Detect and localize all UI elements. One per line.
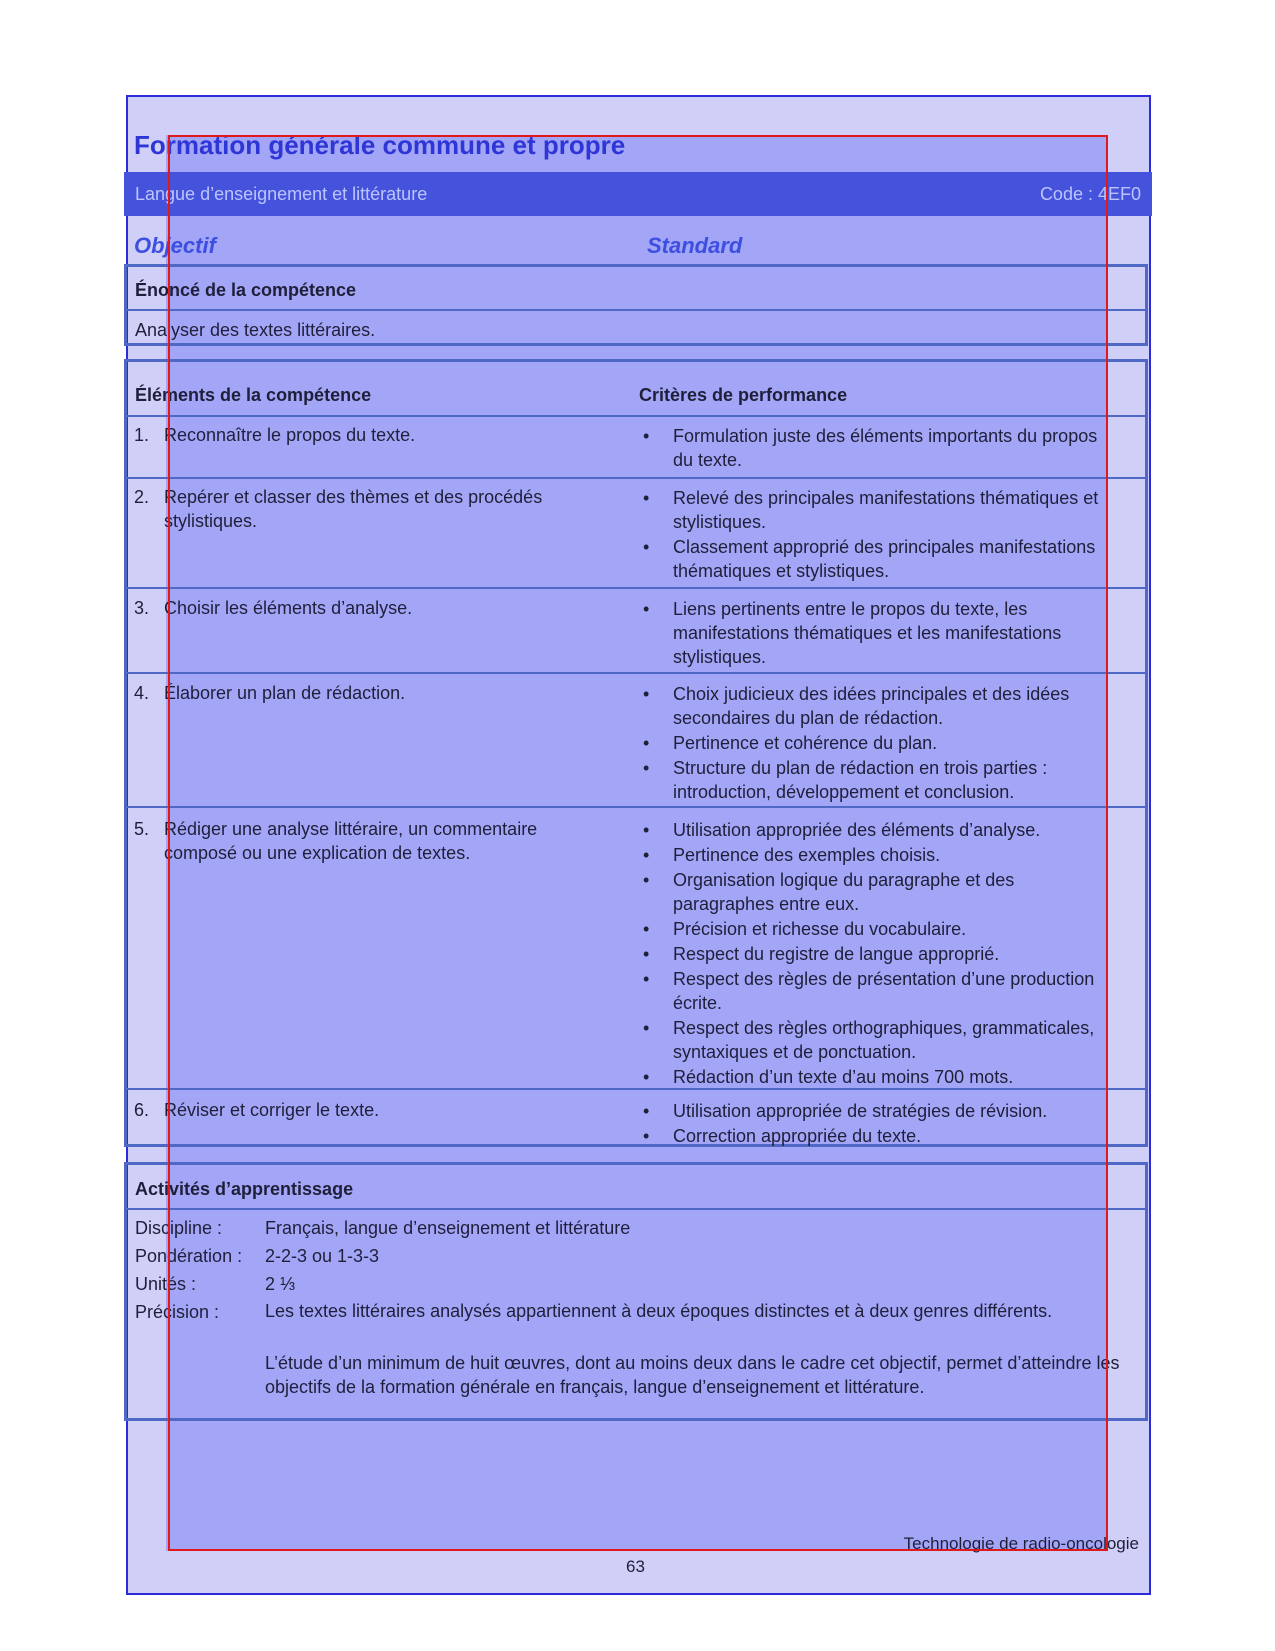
unites-label: Unités : — [135, 1274, 197, 1294]
criteria-list-5 — [643, 818, 1113, 1090]
competence-statement-box — [124, 264, 1148, 346]
criteria-list-4 — [643, 682, 1113, 805]
element-text: Choisir les éléments d’analyse. — [164, 598, 413, 618]
element-number: 6. — [134, 1100, 150, 1120]
criterion-item: • Utilisation appropriée des éléments d’analyse. — [643, 818, 1113, 842]
ponderation-value: 2-2-3 ou 1-3-3 — [265, 1246, 380, 1266]
element-text: Rédiger une analyse littéraire, un commentaire composé ou une explication de textes. — [164, 819, 538, 863]
criterion-item: • Précision et richesse du vocabulaire. — [643, 917, 1113, 941]
unites-value: 2 ⅓ — [265, 1274, 296, 1294]
element-text: Réviser et corriger le texte. — [164, 1100, 380, 1120]
criterion-item: • Choix judicieux des idées principales et des idées secondaires du plan de rédaction. — [643, 682, 1113, 730]
criteria-list-1 — [643, 424, 1113, 473]
learning-activities-box — [124, 1162, 1148, 1421]
page-title: Formation générale commune et propre — [134, 130, 626, 160]
criteria-list-6 — [643, 1099, 1113, 1149]
criterion-item: • Structure du plan de rédaction en trois parties : introduction, développement et conclusion. — [643, 756, 1113, 804]
competence-statement-heading: Énoncé de la compétence — [135, 280, 357, 300]
criterion-item: • Rédaction d’un texte d’au moins 700 mots. — [643, 1065, 1113, 1089]
element-text: Élaborer un plan de rédaction. — [164, 683, 406, 703]
activities-heading: Activités d’apprentissage — [135, 1179, 354, 1199]
criterion-item: • Correction appropriée du texte. — [643, 1124, 1113, 1148]
criterion-item: • Formulation juste des éléments importants du propos du texte. — [643, 424, 1113, 472]
criterion-item: • Pertinence des exemples choisis. — [643, 843, 1113, 867]
criterion-item: • Organisation logique du paragraphe et des paragraphes entre eux. — [643, 868, 1113, 916]
element-number: 2. — [134, 487, 150, 507]
competence-statement-text: Analyser des textes littéraires. — [135, 320, 376, 340]
element-text: Repérer et classer des thèmes et des procédés stylistiques. — [164, 487, 543, 531]
criterion-item: • Respect du registre de langue approprié. — [643, 942, 1113, 966]
course-code: Code : 4EF0 — [1039, 184, 1141, 204]
elements-heading: Éléments de la compétence — [135, 385, 372, 405]
criterion-item: • Liens pertinents entre le propos du texte, les manifestations thématiques et les manifestations stylistiques. — [643, 597, 1113, 669]
course-discipline: Langue d’enseignement et littérature — [135, 184, 428, 204]
precision-paragraph-2: L’étude d’un minimum de huit œuvres, dont au moins deux dans le cadre cet objectif, permet d’atteindre les objectifs de la formation générale en français, langue d’enseignement et littérature. — [265, 1353, 1120, 1397]
ponderation-label: Pondération : — [135, 1246, 243, 1266]
page-number: 63 — [626, 1557, 645, 1576]
element-number: 5. — [134, 819, 150, 839]
criterion-item: • Pertinence et cohérence du plan. — [643, 731, 1113, 755]
element-text: Reconnaître le propos du texte. — [164, 425, 416, 445]
criteria-list-3 — [643, 597, 1113, 670]
criterion-item: • Relevé des principales manifestations thématiques et stylistiques. — [643, 486, 1113, 534]
element-number: 4. — [134, 683, 150, 703]
element-number: 3. — [134, 598, 150, 618]
criteria-heading: Critères de performance — [639, 385, 848, 405]
criterion-item: • Respect des règles orthographiques, grammaticales, syntaxiques et de ponctuation. — [643, 1016, 1113, 1064]
course-header-bar — [124, 172, 1152, 216]
criterion-item: • Respect des règles de présentation d’une production écrite. — [643, 967, 1113, 1015]
element-number: 1. — [134, 425, 150, 445]
precision-paragraph-1: Les textes littéraires analysés appartiennent à deux époques distinctes et à deux genres différents. — [265, 1301, 1053, 1321]
precision-label: Précision : — [135, 1302, 220, 1322]
discipline-value: Français, langue d’enseignement et littérature — [265, 1218, 631, 1238]
standard-label: Standard — [647, 233, 743, 258]
criterion-item: • Utilisation appropriée de stratégies de révision. — [643, 1099, 1113, 1123]
program-footer: Technologie de radio-oncologie — [903, 1534, 1139, 1553]
criterion-item: • Classement approprié des principales manifestations thématiques et stylistiques. — [643, 535, 1113, 583]
objective-label: Objectif — [134, 233, 216, 258]
discipline-label: Discipline : — [135, 1218, 223, 1238]
criteria-list-2 — [643, 486, 1113, 584]
